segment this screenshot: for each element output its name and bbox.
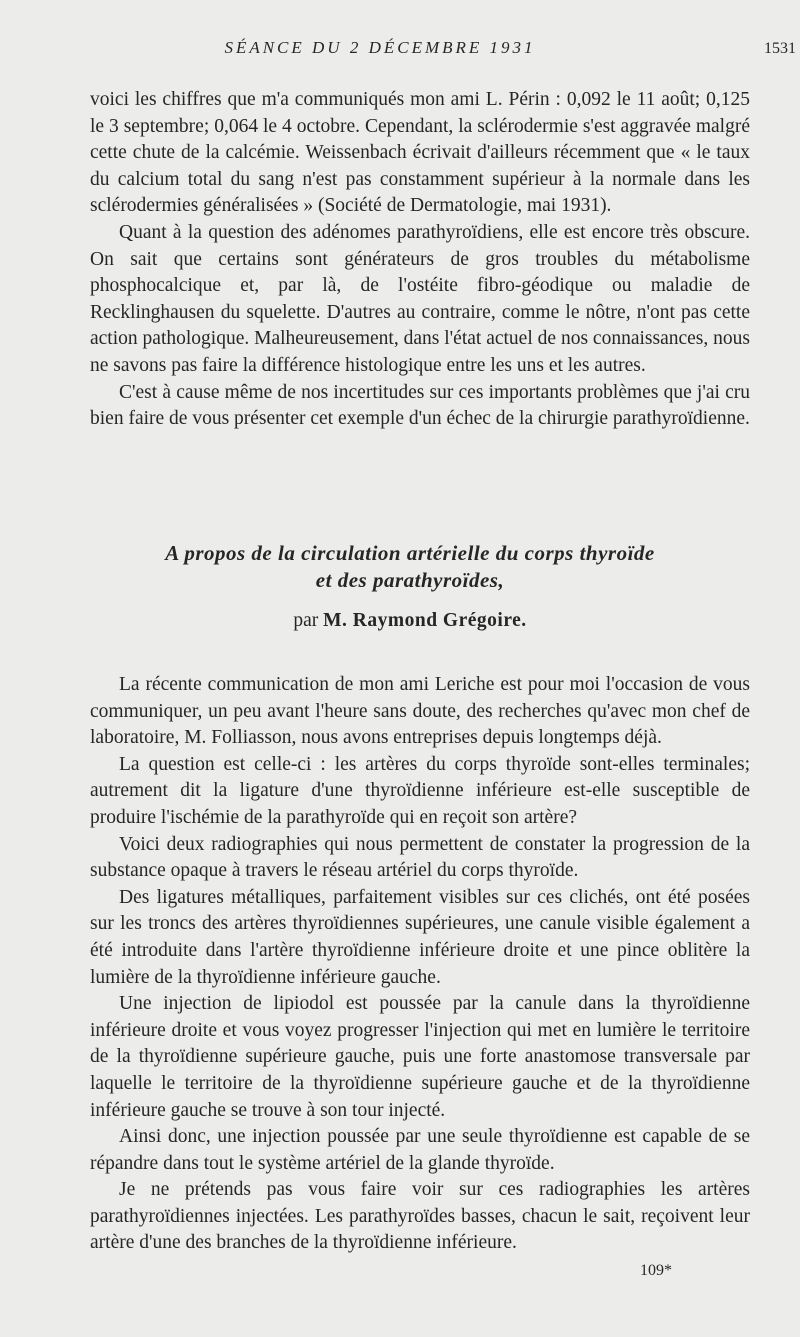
page-number: 1531 [764,40,796,57]
paragraph: Quant à la question des adénomes parathyroïdiens, elle est encore très obscure. On sait que certains sont générateurs de gros troubles du métabolisme phosphocalcique et, par là, de l'ostéite fibro-géodique ou maladie de Recklinghausen du squelette. D'autres au contraire, comme le nôtre, n'ont pas cette action pathologique. Malheureusement, dans l'état actuel de nos connaissances, nous ne savons pas faire la différence histologique entre les uns et les autres. [90,221,750,376]
paragraph: La récente communication de mon ami Leriche est pour moi l'occasion de vous communiquer, un peu avant l'heure sans doute, des recherches qu'avec mon chef de laboratoire, M. Folliasson, nous avons entreprises depuis longtemps déjà. [90,674,750,749]
paragraph: Une injection de lipiodol est poussée par la canule dans la thyroïdienne inférieure droite et vous voyez progresser l'injection qui met en lumière le territoire de la thyroïdienne supérieure gauche, puis une forte anastomose transversale par laquelle le territoire de la thyroïdienne supérieure gauche et de la thyroïdienne inférieure gauche se trouve à son tour injecté. [90,993,750,1121]
paragraph: Je ne prétends pas vous faire voir sur ces radiographies les artères parathyroïdiennes injectées. Les parathyroïdes basses, chacun le sait, reçoivent leur artère d'une des branches de la thyroïdienne inférieure. [90,1179,750,1254]
signature-mark: 109* [640,1262,672,1279]
article-title-line: A propos de la circulation artérielle du corps thyroïde [165,541,655,565]
byline-prefix: par [293,610,319,631]
byline [60,610,760,632]
paragraph: voici les chiffres que m'a communiqués mon ami L. Périn : 0,092 le 11 août; 0,125 le 3 septembre; 0,064 le 4 octobre. Cependant, la sclérodermie s'est aggravée malgré cette chute de la calcémie. Weissenbach écrivait d'ailleurs récemment que « le taux du calcium total du sang n'est pas constamment supérieur à la normale dans les sclérodermies généralisées » (Société de Dermatologie, mai 1931). [90,89,750,217]
paragraph: La question est celle-ci : les artères du corps thyroïde sont-elles terminales; autrement dit la ligature d'une thyroïdienne inférieure est-elle susceptible de produire l'ischémie de la parathyroïde qui en reçoit son artère? [90,753,750,828]
running-title: SÉANCE DU 2 DÉCEMBRE 1931 [224,38,536,57]
author-name: M. Raymond Grégoire. [323,610,527,631]
paragraph: Ainsi donc, une injection poussée par une seule thyroïdienne est capable de se répandre dans tout le système artériel de la glande thyroïde. [90,1126,750,1174]
paragraph: C'est à cause même de nos incertitudes sur ces importants problèmes que j'ai cru bien faire de vous présenter cet exemple d'un échec de la chirurgie parathyroïdienne. [90,381,750,430]
running-header [0,38,760,58]
continued-text-block [90,87,750,433]
paragraph: Des ligatures métalliques, parfaitement visibles sur ces clichés, ont été posées sur les troncs des artères thyroïdiennes supérieures, une canule visible également a été introduite dans l'artère thyroïdienne inférieure droite et une pince oblitère la lumière de la thyroïdienne inférieure gauche. [90,886,750,988]
article-title [60,540,760,594]
paragraph: Voici deux radiographies qui nous permettent de constater la progression de la substance opaque à travers le réseau artériel du corps thyroïde. [90,833,750,882]
article-body [90,672,750,1257]
article-title-line: et des parathyroïdes, [315,568,505,592]
